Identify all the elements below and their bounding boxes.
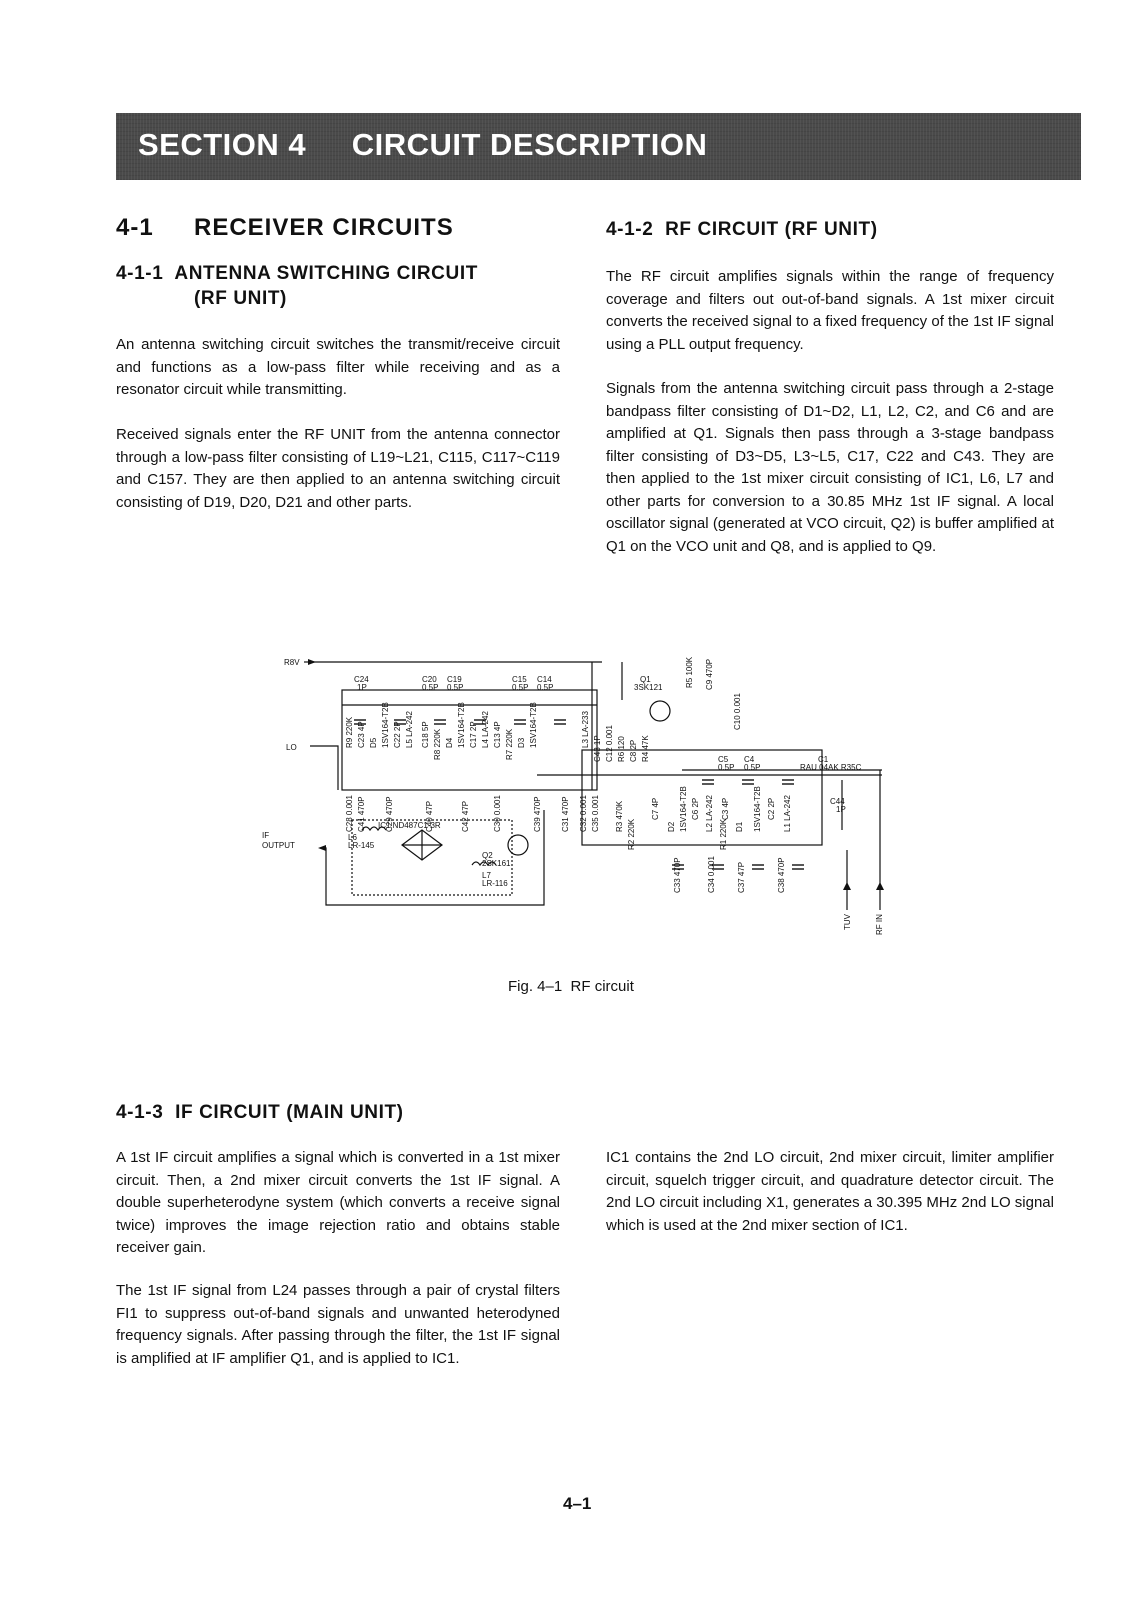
- heading-4-1-1-line2: (RF UNIT): [194, 288, 287, 309]
- label-c9: C9 470P: [705, 658, 714, 690]
- label-1sv164-b: 1SV164-T2B: [457, 702, 466, 748]
- label-c15: C15: [512, 675, 527, 684]
- label-c32: C32 0.001: [579, 795, 588, 832]
- label-lo: LO: [286, 743, 297, 752]
- label-c15-value: 0.5P: [512, 683, 529, 692]
- label-c31: C31 470P: [561, 796, 570, 832]
- label-1sv164-a: 1SV164-T2B: [381, 702, 390, 748]
- heading-4-1-1-line1: 4-1-1 ANTENNA SWITCHING CIRCUIT: [116, 263, 478, 284]
- label-if-output-line1: IF: [262, 831, 270, 840]
- label-c5: C5: [718, 755, 729, 764]
- label-q2: Q2: [482, 851, 493, 860]
- label-c34: C34 0.001: [707, 856, 716, 893]
- label-c39: C39 470P: [533, 796, 542, 832]
- label-l7: L7: [482, 871, 491, 880]
- label-lr145: LR-145: [348, 841, 375, 850]
- paragraph-ic1: IC1 contains the 2nd LO circuit, 2nd mixer circuit, limiter amplifier circuit, squelch trigger circuit, and quadrature detector circuit. The 2nd LO circuit including X1, generates a 30.395 MHz 2nd LO signal which is used at the 2nd mixer section of IC1.: [606, 1149, 1054, 1234]
- label-d5: D5: [369, 737, 378, 748]
- label-c19-value: 0.5P: [447, 683, 464, 692]
- label-c18: C18 5P: [421, 721, 430, 748]
- heading-4-1-title: RECEIVER CIRCUITS: [194, 214, 454, 241]
- label-r5: R5 100K: [685, 656, 694, 688]
- label-q1-type: 3SK121: [634, 683, 663, 692]
- label-c7: C7 4P: [651, 797, 660, 820]
- section-banner: [116, 113, 1081, 180]
- label-d2: D2: [667, 821, 676, 832]
- label-c20-value: 0.5P: [422, 683, 439, 692]
- label-c8: C8 2P: [629, 739, 638, 762]
- label-d3: D3: [517, 737, 526, 748]
- label-l4: L4 LA-242: [481, 711, 490, 748]
- label-c24-value: 1P: [357, 683, 367, 692]
- label-lr116: LR-116: [482, 879, 508, 888]
- section-title: SECTION 4 CIRCUIT DESCRIPTION: [138, 127, 708, 162]
- label-c13: C13 4P: [493, 721, 502, 748]
- label-c30: C30 0.001: [493, 795, 502, 832]
- label-c3: C3 4P: [721, 797, 730, 820]
- page-number: 4–1: [563, 1494, 592, 1513]
- label-rau: RAU 04AK R35C: [800, 763, 862, 772]
- label-r8: R8 220K: [433, 728, 442, 760]
- label-c44: C44: [830, 797, 845, 806]
- label-c40: C40 47P: [425, 800, 434, 832]
- label-r2: R2 220K: [627, 818, 636, 850]
- label-l2: L2 LA-242: [705, 795, 714, 832]
- label-c22: C22 2P: [393, 721, 402, 748]
- label-r7: R7 220K: [505, 728, 514, 760]
- label-1sv164-c: 1SV164-T2B: [529, 702, 538, 748]
- label-c33: C33 470P: [673, 857, 682, 893]
- label-c42: C42 47P: [461, 800, 470, 832]
- label-c28: C28 0.001: [345, 795, 354, 832]
- label-r4: R4 47K: [641, 735, 650, 762]
- paragraph-if-2: The 1st IF signal from L24 passes through a pair of crystal filters FI1 to suppress out-of-band signals and unwanted heterodyned frequency signals. After passing through the filter, the 1st IF signal is amplified at IF amplifier Q1, and is applied to IC1.: [116, 1282, 560, 1367]
- label-c19: C19: [447, 675, 462, 684]
- label-c6: C6 2P: [691, 797, 700, 820]
- label-r3: R3 470K: [615, 800, 624, 832]
- label-r8v: R8V: [284, 658, 300, 667]
- figure-caption: Fig. 4–1 RF circuit: [508, 978, 634, 995]
- label-ic1: IC1 ND487C1-3R: [378, 821, 441, 830]
- label-l5: L5 LA-242: [405, 711, 414, 748]
- rf-circuit-schematic: [262, 650, 902, 950]
- heading-4-1-2: 4-1-2 RF CIRCUIT (RF UNIT): [606, 219, 878, 240]
- label-c29: C29 470P: [385, 796, 394, 832]
- label-c37: C37 47P: [737, 861, 746, 893]
- label-c14-value: 0.5P: [537, 683, 554, 692]
- label-c17: C17 2P: [469, 721, 478, 748]
- paragraph-if-1: A 1st IF circuit amplifies a signal which is converted in a 1st mixer circuit. Then, a 2nd mixer circuit converts the 1st IF signal. A double superheterodyne system (which converts a receive signal twice) improves the image rejection ratio and obtains stable receiver gain.: [116, 1149, 560, 1256]
- label-c24: C24: [354, 675, 369, 684]
- label-r9: R9 220K: [345, 716, 354, 748]
- label-rf-in: RF IN: [875, 914, 884, 935]
- label-r6: R6 120: [617, 736, 626, 762]
- label-l3: L3 LA-233: [581, 711, 590, 748]
- label-tuv: TUV: [843, 914, 852, 930]
- label-r1: R1 220K: [719, 818, 728, 850]
- label-d4: D4: [445, 737, 454, 748]
- label-q1: Q1: [640, 675, 651, 684]
- label-c23: C23 4P: [357, 721, 366, 748]
- label-d1: D1: [735, 821, 744, 832]
- label-c35: C35 0.001: [591, 795, 600, 832]
- label-c41: C41 470P: [357, 796, 366, 832]
- label-c10: C10 0.001: [733, 693, 742, 730]
- paragraph-antenna-1: An antenna switching circuit switches the transmit/receive circuit and functions as a low-pass filter while receiving and as a resonator circuit while transmitting.: [116, 336, 560, 398]
- label-l6: L6: [348, 833, 357, 842]
- paragraph-rf-1: The RF circuit amplifies signals within the range of frequency coverage and filters out out-of-band signals. A 1st mixer circuit converts the received signal to a fixed frequency of the 1st IF signal using a PLL output frequency.: [606, 268, 1054, 353]
- label-c2: C2 2P: [767, 797, 776, 820]
- heading-4-1-3: 4-1-3 IF CIRCUIT (MAIN UNIT): [116, 1102, 404, 1123]
- label-1sv164-d: 1SV164-T2B: [679, 786, 688, 832]
- label-c44-value: 1P: [836, 805, 846, 814]
- label-c14: C14: [537, 675, 552, 684]
- label-q2-type: 2SK161: [482, 859, 511, 868]
- label-if-output-line2: OUTPUT: [262, 841, 295, 850]
- label-c43: C43 1P: [593, 735, 602, 762]
- label-c4: C4: [744, 755, 755, 764]
- label-c20: C20: [422, 675, 437, 684]
- paragraph-antenna-2: Received signals enter the RF UNIT from the antenna connector through a low-pass filter consisting of L19~L21, C115, C117~C119 and C157. They are then applied to an antenna switching circuit consisting of D19, D20, D21 and other parts.: [116, 426, 560, 511]
- label-c4-value: 0.5P: [744, 763, 761, 772]
- label-c12: C12 0.001: [605, 725, 614, 762]
- label-c5-value: 0.5P: [718, 763, 735, 772]
- label-1sv164-e: 1SV164-T2B: [753, 786, 762, 832]
- heading-4-1-number: 4-1: [116, 214, 154, 241]
- label-c38: C38 470P: [777, 857, 786, 893]
- paragraph-rf-2: Signals from the antenna switching circuit pass through a 2-stage bandpass filter consisting of D1~D2, L1, L2, C2, and C6 and are amplified at Q1. Signals then pass through a 3-stage bandpass filter consisting of D3~D5, L3~L5, C17, C22 and C43. They are then applied to the 1st mixer circuit consisting of IC1, L6, L7 and other parts for conversion to a 30.85 MHz 1st IF signal. A local oscillator signal (generated at VCO circuit, Q2) is buffer amplified at Q1 on the VCO unit and Q8, and is applied to Q9.: [606, 380, 1054, 555]
- label-c1: C1: [818, 755, 829, 764]
- label-l1: L1 LA-242: [783, 795, 792, 832]
